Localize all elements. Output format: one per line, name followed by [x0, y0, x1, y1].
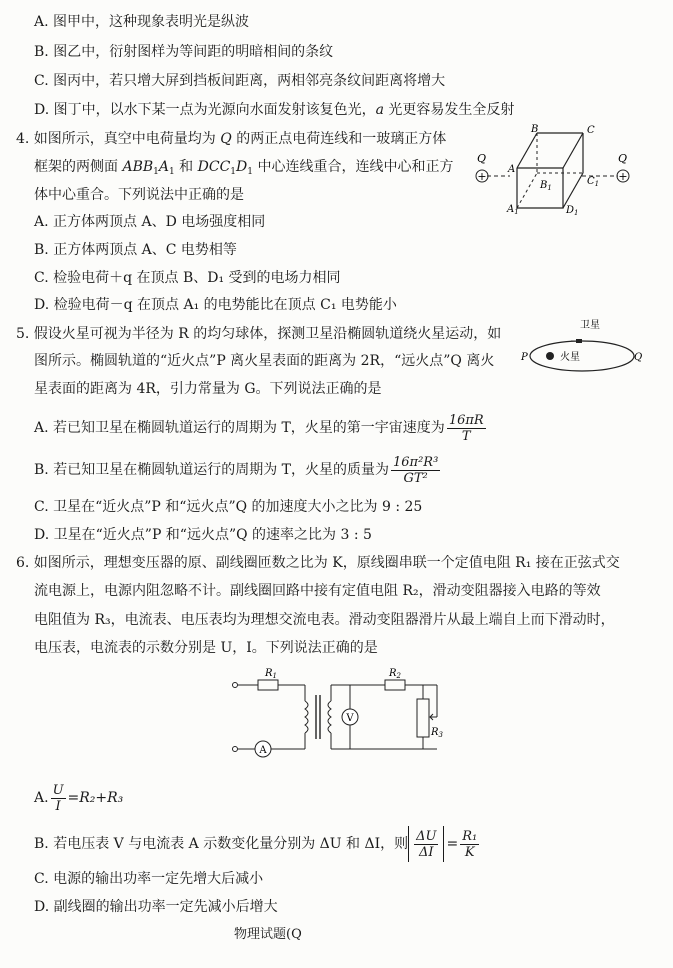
- label-r1: $R_1$: [265, 668, 277, 680]
- label-vertex-c: C: [587, 125, 595, 136]
- label-vertex-b: B: [531, 124, 539, 135]
- label-satellite: 卫星: [580, 320, 600, 331]
- q4-stem-line-1: 4. 如图所示，真空中电荷量均为 Q 的两正点电荷连线和一玻璃正方体: [16, 131, 447, 147]
- elliptical-orbit: [530, 341, 634, 371]
- label-r3: $R_3$: [431, 727, 443, 739]
- label-r2: $R_2$: [389, 668, 401, 680]
- cube-edge-hidden-3: [517, 173, 537, 208]
- q6-option-b: B. 若电压表 V 与电流表 A 示数变化量分别为 ΔU 和 ΔI，则 $\frac{\Delta U}{\Delta I}$ = $\frac{\text{R₁}}{K}$: [34, 826, 481, 862]
- q5-stem-line-3: 星表面的距离为 4R，引力常量为 G。下列说法正确的是: [34, 381, 382, 397]
- q6-option-b-abs: $\frac{\Delta U}{\Delta I}$: [408, 826, 444, 862]
- label-vertex-a1: $A_1$: [507, 204, 519, 216]
- q4-stem-line-2: 框架的两侧面 $ABB_1A_1$ 和 $DCC_1D_1$ 中心连线重合，连线中心和正方: [34, 159, 454, 177]
- primary-coil: [305, 701, 308, 733]
- q5-option-a: A. 若已知卫星在椭圆轨道运行的周期为 T，火星的第一宇宙速度为 $\frac{16\pi R}{T}$: [34, 412, 484, 444]
- mars-body: [546, 352, 554, 360]
- q4-option-c: C. 检验电荷＋q 在顶点 B、D₁ 受到的电场力相同: [34, 270, 341, 286]
- resistor-r2: [385, 680, 405, 690]
- q4-stem-line-3: 体中心重合。下列说法中正确的是: [34, 187, 244, 203]
- q6-stem-line-2: 流电源上，电源内阻忽略不计。副线圈回路中接有定值电阻 R₂，滑动变阻器接入电路的等效: [34, 583, 601, 599]
- label-vertex-c1: $C_1$: [587, 176, 600, 188]
- cube-edge-d1c1: [563, 173, 583, 208]
- resistor-r1: [258, 680, 278, 690]
- label-apogee-q: Q: [634, 352, 643, 363]
- q6-stem-line-4: 电压表，电流表的示数分别是 U，I。下列说法正确的是: [34, 640, 378, 656]
- slider-arrow: [430, 714, 437, 720]
- q4-option-a: A. 正方体两顶点 A、D 电场强度相同: [34, 214, 266, 230]
- q6-stem-line-1: 6. 如图所示，理想变压器的原、副线圈匝数之比为 K，原线圈串联一个定值电阻 R₁ 接在正弦式交: [16, 555, 620, 571]
- q4-option-d: D. 检验电荷－q 在顶点 A₁ 的电势能比在顶点 C₁ 电势能小: [34, 297, 397, 313]
- voltmeter-label: V: [346, 713, 354, 724]
- transformer-circuit-figure: [225, 665, 455, 770]
- q5-option-b-fraction: $\frac{\text{16π²R³}}{\text{GT²}}$: [392, 454, 439, 486]
- q3-option-b: B. 图乙中，衍射图样为等间距的明暗相间的条纹: [34, 44, 334, 60]
- q6-option-a: A. $\frac{U}{I}$ =R₂+R₃: [34, 782, 124, 814]
- q6-option-b-fraction-2: $\frac{\text{R₁}}{K}$: [462, 828, 478, 860]
- page-footer: 物理试题(Q: [234, 927, 302, 942]
- q5-stem-line-1: 5. 假设火星可视为半径为 R 的均匀球体，探测卫星沿椭圆轨道绕火星运动，如: [16, 326, 502, 342]
- cube-edge-b1c: [563, 133, 583, 168]
- source-terminal-bottom: [233, 747, 238, 752]
- ammeter-label: A: [259, 745, 267, 756]
- q3-option-a: A. 图甲中，这种现象表明光是纵波: [34, 14, 250, 30]
- label-vertex-d1: $D_1$: [566, 205, 579, 217]
- q6-option-a-fraction: $\frac{U}{I}$: [52, 782, 64, 814]
- label-vertex-b1: $B_1$: [540, 180, 552, 192]
- secondary-coil: [328, 701, 331, 733]
- q4-option-b: B. 正方体两顶点 A、C 电势相等: [34, 242, 237, 258]
- cube-edge-ab: [517, 133, 537, 168]
- q5-option-b: B. 若已知卫星在椭圆轨道运行的周期为 T，火星的质量为 $\frac{\text{16π²R³}}{\text{GT²}}$: [34, 454, 439, 486]
- q5-option-a-fraction: $\frac{16\pi R}{T}$: [448, 412, 484, 444]
- charge-left-sign: +: [477, 170, 487, 183]
- q6-stem-line-3: 电阻值为 R₃，电流表、电压表均为理想交流电表。滑动变阻器滑片从最上端自上而下滑动时，: [34, 612, 615, 628]
- source-terminal-top: [233, 683, 238, 688]
- mars-orbit-figure: [520, 316, 643, 374]
- label-vertex-a: A: [508, 164, 516, 175]
- q6-option-c: C. 电源的输出功率一定先增大后减小: [34, 871, 264, 887]
- q5-option-d: D. 卫星在“近火点”P 和“远火点”Q 的速率之比为 3 : 5: [34, 527, 372, 543]
- q5-option-c: C. 卫星在“近火点”P 和“远火点”Q 的加速度大小之比为 9 : 25: [34, 499, 423, 515]
- q6-option-d: D. 副线圈的输出功率一定先减小后增大: [34, 899, 278, 915]
- q5-stem-line-2: 图所示。椭圆轨道的“近火点”P 离火星表面的距离为 2R，“远火点”Q 离火: [34, 353, 495, 369]
- label-mars: 火星: [560, 352, 580, 363]
- charge-right-sign: +: [618, 170, 628, 183]
- cube-figure: [470, 120, 670, 230]
- label-charge-left-q: Q: [477, 152, 487, 165]
- rheostat-r3: [417, 699, 429, 737]
- q3-option-d: D. 图丁中，以水下某一点为光源向水面发射该复色光，a 光更容易发生全反射: [34, 102, 515, 118]
- label-perigee-p: P: [521, 352, 528, 363]
- label-charge-right-q: Q: [618, 152, 628, 165]
- q3-option-c: C. 图丙中，若只增大屏到挡板间距离，两相邻亮条纹间距离将增大: [34, 73, 446, 89]
